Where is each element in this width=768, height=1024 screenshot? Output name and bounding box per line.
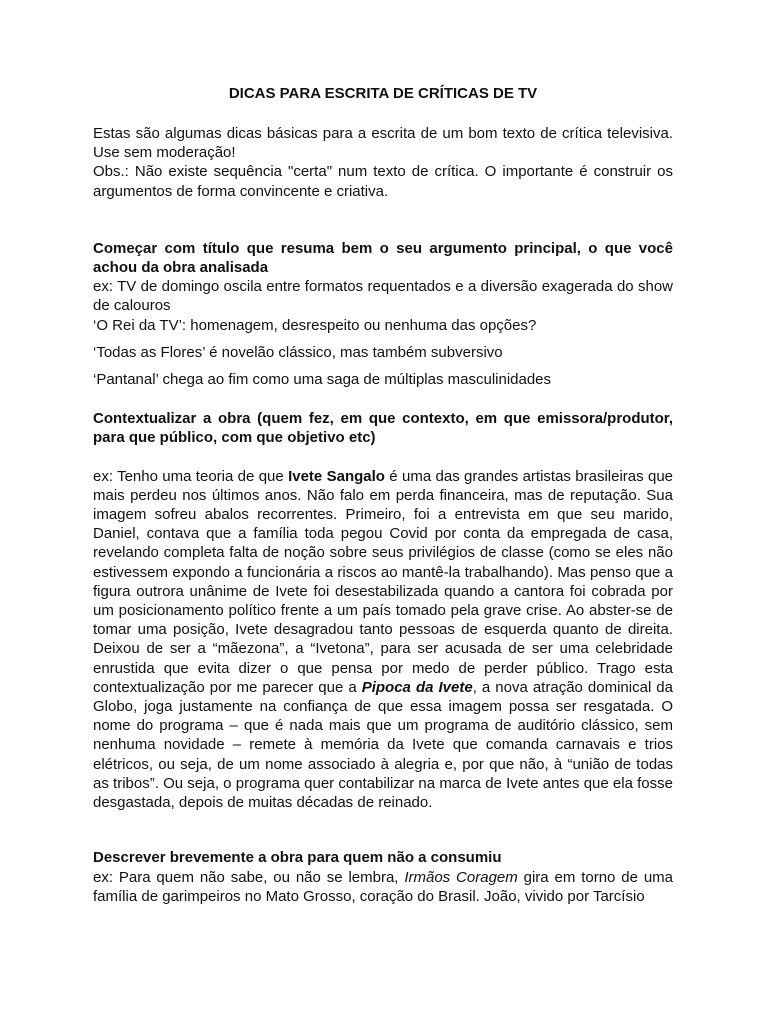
example-text: , a nova atração dominical da Globo, joga justamente na confiança de que essa imagem possa ser resgatada. O nome do programa – que é nada mais que um programa de auditório clássico, sem nenhuma novidade – remete à memória da Ivete que comanda carnavais e trios elétricos, ou seja, de um nome associado à alegria e, por que não, à “união de todas as tribos”. Ou seja, o programa quer contabilizar na marca de Ivete antes que ela fosse desgastada, depois de muitas décadas de reinado. <box>93 678 673 812</box>
example-text: é uma das grandes artistas brasileiras que mais perdeu nos últimos anos. Não falo em perda financeira, mas de reputação. Sua imagem sofreu abalos recorrentes. Primeiro, foi a entrevista em que seu marido, Daniel, contava que a família toda pegou Covid por conta da empregada de casa, revelando completa falta de noção sobre seus privilégios de classe (como se eles não estivessem expondo a funcionária a riscos ao mantê-la trabalhando). Mas penso que a figura outrora unânime de Ivete foi desestabilizada quando a cantora foi cobrada por um posicionamento político frente a um país tomado pela grave crise. Ao abster-se de tomar uma posição, Ivete desagradou tanto pessoas de esquerda quanto de direita. Deixou de ser a “mãezona”, a “Ivetona”, para ser acusada de ser uma celebridade enrustida que evita dizer o que pensa por medo de perder público. Trago esta contextualização por me parecer que a <box>93 467 674 696</box>
example-paragraph <box>93 868 673 906</box>
example-paragraph <box>93 467 673 813</box>
section-title-tip <box>93 239 673 389</box>
example-text: ex: Tenho uma teoria de que <box>93 467 289 485</box>
section-heading: Começar com título que resuma bem o seu argumento principal, o que você achou da obra analisada <box>93 239 673 277</box>
example-show-title: Pipoca da Ivete <box>361 678 473 696</box>
example-line: ex: TV de domingo oscila entre formatos requentados e a diversão exagerada do show de calouros <box>93 278 673 315</box>
section-describe-tip <box>93 848 673 906</box>
example-line: ‘Pantanal’ chega ao fim como uma saga de múltiplas masculinidades <box>93 371 552 389</box>
example-text: gira em torno de uma família de garimpeiros no Mato Grosso, coração do Brasil. João, vivido por Tarcísio <box>93 868 674 905</box>
section-heading: Descrever brevemente a obra para quem não a consumiu <box>93 849 502 867</box>
example-line: ‘Todas as Flores’ é novelão clássico, mas também subversivo <box>93 343 503 361</box>
blank-line <box>93 448 673 467</box>
document-title: DICAS PARA ESCRITA DE CRÍTICAS DE TV <box>228 85 538 102</box>
example-line: ‘O Rei da TV’: homenagem, desrespeito ou nenhuma das opções? <box>93 316 537 334</box>
example-show-title: Irmãos Coragem <box>404 868 518 886</box>
intro-note: Obs.: Não existe sequência "certa" num texto de crítica. O importante é construir os argumentos de forma convincente e criativa. <box>93 163 673 200</box>
example-bold-name: Ivete Sangalo <box>288 467 385 485</box>
example-text: ex: Para quem não sabe, ou não se lembra, <box>93 868 405 886</box>
section-context-tip <box>93 409 673 812</box>
intro-paragraph: Estas são algumas dicas básicas para a escrita de um bom texto de crítica televisiva. Use sem moderação! <box>93 125 673 162</box>
section-heading: Contextualizar a obra (quem fez, em que contexto, em que emissora/produtor, para que público, com que objetivo etc) <box>93 410 673 447</box>
intro <box>93 124 673 201</box>
